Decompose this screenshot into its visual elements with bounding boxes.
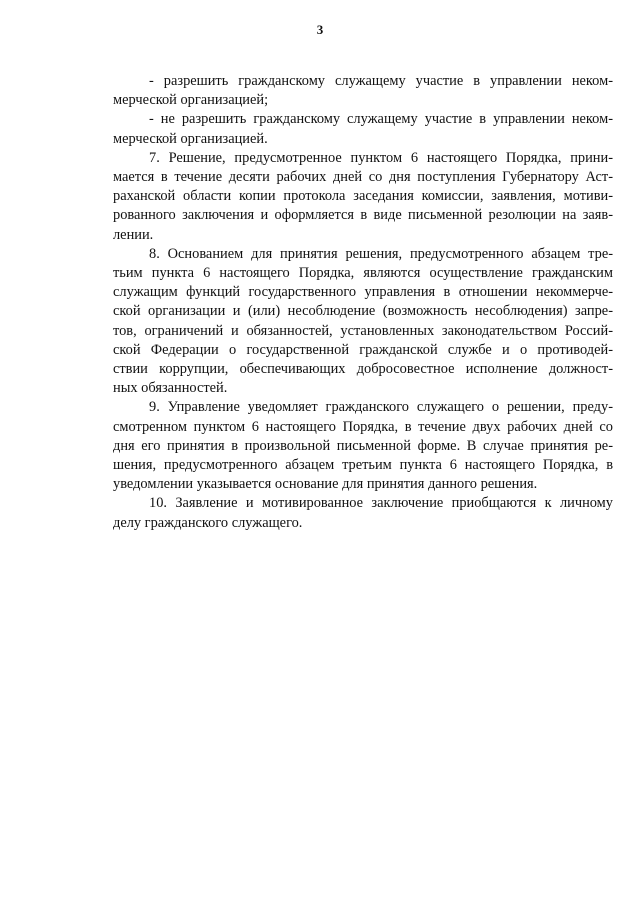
document-body [113,72,613,533]
text-line: тов, ограничений и обязанностей, установленных законодательством Россий- [113,322,613,339]
paragraph-option-deny [113,110,613,148]
text-line: ствии коррупции, обеспечивающих добросовестное исполнение должност- [113,361,613,378]
text-line: тьим пункта 6 настоящего Порядка, являются осуществление гражданским [113,265,613,282]
text-line: 7. Решение, предусмотренное пунктом 6 настоящего Порядка, прини- [149,149,613,166]
text-line: делу гражданского служащего. [113,514,303,531]
text-line: шения, предусмотренного абзацем третьим пункта 6 настоящего Порядка, в [113,457,613,474]
text-line: 9. Управление уведомляет гражданского служащего о решении, преду- [149,399,613,416]
text-line: ных обязанностей. [113,380,228,397]
paragraph-7 [113,149,613,245]
text-line: служащим функций государственного управления в отношении некоммерче- [113,284,613,301]
text-line: ской организации и (или) несоблюдение (возможность несоблюдения) запре- [113,303,613,320]
text-line: мается в течение десяти рабочих дней со дня поступления Губернатору Аст- [113,169,613,186]
text-line: 10. Заявление и мотивированное заключение приобщаются к личному [149,495,613,512]
text-line: раханской области копии протокола заседания комиссии, заявления, мотиви- [113,188,613,205]
text-line: лении. [113,226,154,243]
text-line: 8. Основанием для принятия решения, предусмотренного абзацем тре- [149,245,613,262]
text-line: рованного заключения и оформляется в виде письменной резолюции на заяв- [113,207,613,224]
text-line: ской Федерации о государственной гражданской службе и о противодей- [113,341,613,358]
text-line: - разрешить гражданскому служащему участие в управлении неком- [149,73,613,89]
text-line: мерческой организацией. [113,130,268,147]
text-line: - не разрешить гражданскому служащему участие в управлении неком- [149,111,613,128]
text-line: дня его принятия в произвольной письменной форме. В случае принятия ре- [113,437,613,454]
text-line: мерческой организацией; [113,92,269,109]
text-line: уведомлении указывается основание для принятия данного решения. [113,476,538,493]
paragraph-option-allow [113,72,613,110]
paragraph-10 [113,494,613,532]
paragraph-9 [113,398,613,494]
paragraph-8 [113,245,613,399]
text-line: смотренном пунктом 6 настоящего Порядка, в течение двух рабочих дней со [113,418,613,435]
page-number: 3 [316,22,324,37]
